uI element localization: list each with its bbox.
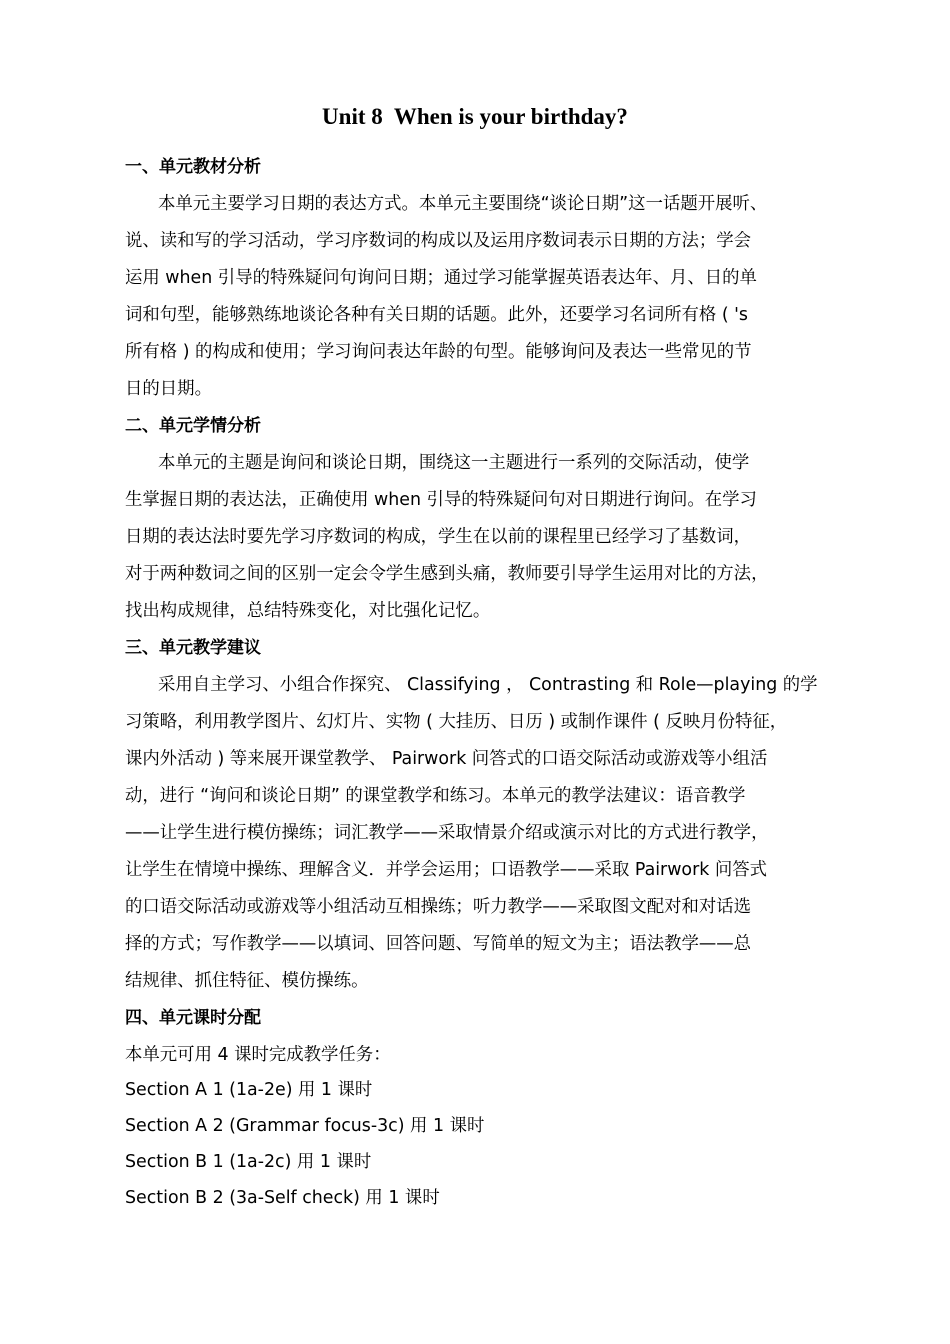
paragraph-line: 日期的表达法时要先学习序数词的构成，学生在以前的课程里已经学习了基数词， [125, 527, 752, 547]
paragraph-line: 日的日期。 [125, 379, 212, 399]
paragraph-line: 让学生在情境中操练、理解含义．并学会运用；口语教学——采取 Pairwork 问答式 [125, 860, 767, 880]
paragraph-line: 本单元主要学习日期的表达方式。本单元主要围绕“谈论日期”这一话题开展听、 [158, 194, 768, 214]
paragraph-line: 生掌握日期的表达法，正确使用 when 引导的特殊疑问句对日期进行询问。在学习 [125, 490, 757, 510]
paragraph-line: 本单元的主题是询问和谈论日期，围绕这一主题进行一系列的交际活动，使学 [158, 453, 750, 473]
lesson-allocation-item: Section B 1 (1a-2c) 用 1 课时 [125, 1152, 372, 1172]
paragraph-line: ——让学生进行模仿操练；词汇教学——采取情景介绍或演示对比的方式进行教学， [125, 823, 769, 843]
paragraph-line: 运用 when 引导的特殊疑问句询问日期；通过学习能掌握英语表达年、月、日的单 [125, 268, 757, 288]
paragraph-line: 对于两种数词之间的区别一定会令学生感到头痛，教师要引导学生运用对比的方法， [125, 564, 769, 584]
paragraph-line: 说、读和写的学习活动，学习序数词的构成以及运用序数词表示日期的方法；学会 [125, 231, 752, 251]
lesson-allocation-item: Section B 2 (3a-Self check) 用 1 课时 [125, 1188, 440, 1208]
paragraph-line: 课内外活动 ) 等来展开课堂教学、 Pairwork 问答式的口语交际活动或游戏等小组活 [125, 749, 768, 769]
page-title: Unit 8 When is your birthday? [322, 104, 628, 129]
section-heading-textbook-analysis: 一、单元教材分析 [125, 157, 261, 177]
section-heading-learner-analysis: 二、单元学情分析 [125, 416, 261, 436]
paragraph-line: 采用自主学习、小组合作探究、 Classifying ， Contrasting 和 Role—playing 的学 [158, 675, 818, 695]
paragraph-line: 动，进行 “询问和谈论日期” 的课堂教学和练习。本单元的教学法建议：语音教学 [125, 786, 746, 806]
paragraph-line: 所有格 ) 的构成和使用；学习询问表达年龄的句型。能够询问及表达一些常见的节 [125, 342, 752, 362]
section-heading-teaching-suggestions: 三、单元教学建议 [125, 638, 261, 658]
section-heading-lesson-allocation: 四、单元课时分配 [125, 1008, 261, 1028]
paragraph-line: 择的方式；写作教学——以填词、回答问题、写简单的短文为主；语法教学——总 [125, 934, 752, 954]
paragraph-line: 的口语交际活动或游戏等小组活动互相操练；听力教学——采取图文配对和对话选 [125, 897, 752, 917]
lesson-allocation-item: Section A 2 (Grammar focus-3c) 用 1 课时 [125, 1116, 485, 1136]
paragraph-line: 习策略，利用教学图片、幻灯片、实物 ( 大挂历、日历 ) 或制作课件 ( 反映月份特征， [125, 712, 788, 732]
paragraph-line: 找出构成规律，总结特殊变化，对比强化记忆。 [125, 601, 491, 621]
paragraph-line: 结规律、抓住特征、模仿操练。 [125, 971, 369, 991]
lesson-allocation-intro: 本单元可用 4 课时完成教学任务： [125, 1045, 391, 1065]
paragraph-line: 词和句型，能够熟练地谈论各种有关日期的话题。此外，还要学习名词所有格 ( 's [125, 305, 748, 325]
lesson-allocation-item: Section A 1 (1a-2e) 用 1 课时 [125, 1080, 373, 1100]
